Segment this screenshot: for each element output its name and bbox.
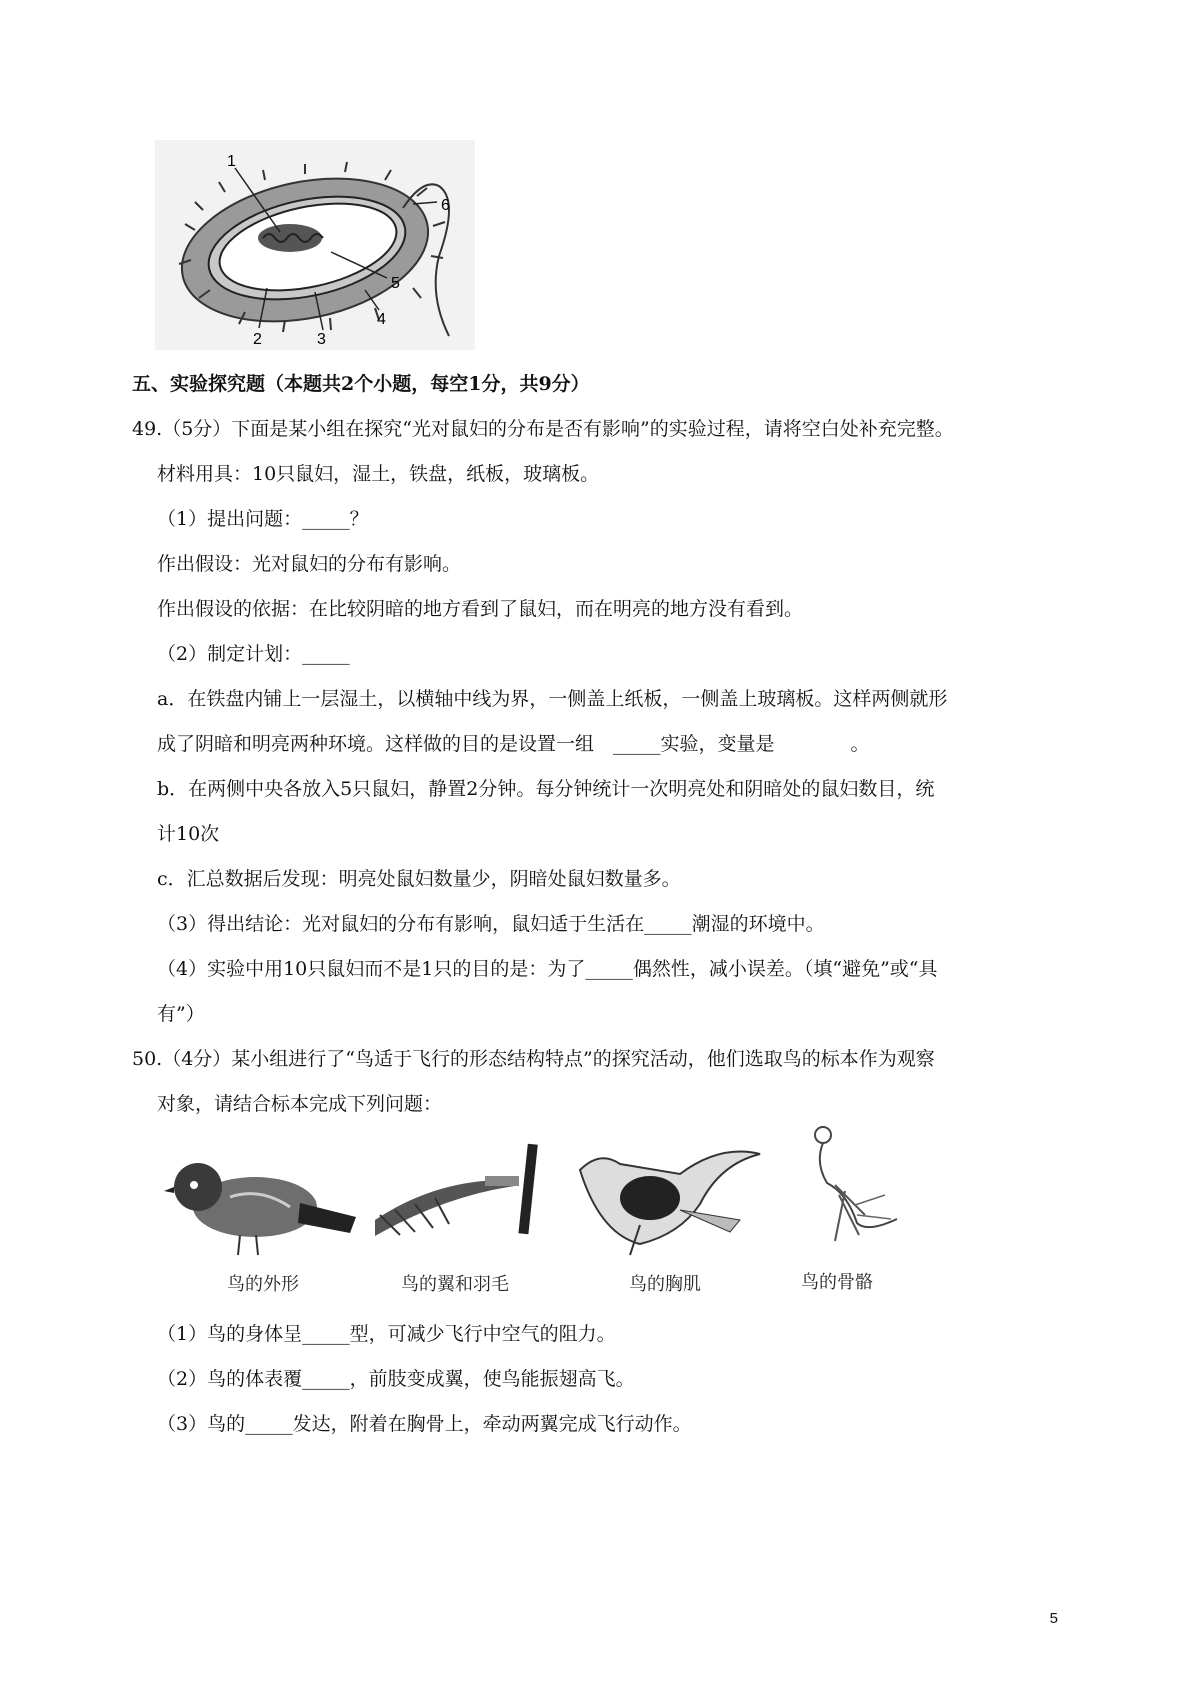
q49-step4-line2: 有”） (157, 1003, 205, 1025)
q49-a-line1: a．在铁盘内铺上一层湿土，以横轴中线为界，一侧盖上纸板，一侧盖上玻璃板。这样两侧就形 (157, 688, 948, 710)
bacteria-label-4: 4 (377, 311, 386, 328)
bacteria-label-1: 1 (227, 153, 236, 170)
q50-q2: （2）鸟的体表覆_____，前肢变成翼，使鸟能振翅高飞。 (157, 1368, 635, 1390)
bird-exterior-image (160, 1145, 360, 1260)
q49-step1: （1）提出问题：_____？ (157, 508, 369, 530)
bacteria-label-5: 5 (391, 275, 400, 292)
q49-a-line2: 成了阴暗和明亮两种环境。这样做的目的是设置一组 _____实验，变量是 。 (157, 733, 870, 755)
q49-hypothesis: 作出假设：光对鼠妇的分布有影响。 (157, 553, 462, 575)
bacteria-diagram (155, 140, 475, 350)
bird-wing-image (365, 1140, 550, 1255)
q49-b-line1: b．在两侧中央各放入5只鼠妇，静置2分钟。每分钟统计一次明亮处和阴暗处的鼠妇数目，统 (157, 778, 935, 800)
caption-bird-wing: 鸟的翼和羽毛 (401, 1274, 509, 1295)
section-title: 五、实验探究题（本题共2个小题，每空1分，共9分） (132, 373, 590, 395)
bacteria-label-6: 6 (441, 197, 450, 214)
q49-materials: 材料用具：10只鼠妇，湿土，铁盘，纸板，玻璃板。 (157, 463, 600, 485)
caption-bird-exterior: 鸟的外形 (227, 1274, 299, 1295)
caption-bird-skeleton: 鸟的骨骼 (801, 1272, 873, 1293)
page-number: 5 (1049, 1610, 1058, 1627)
q49-basis: 作出假设的依据：在比较阴暗的地方看到了鼠妇，而在明亮的地方没有看到。 (157, 598, 804, 620)
bacteria-label-2: 2 (253, 331, 262, 348)
q49-intro: 49.（5分）下面是某小组在探究“光对鼠妇的分布是否有影响”的实验过程，请将空白处补充完整。 (132, 418, 954, 440)
caption-bird-chest-muscle: 鸟的胸肌 (629, 1274, 701, 1295)
q49-c-line: c．汇总数据后发现：明亮处鼠妇数量少，阴暗处鼠妇数量多。 (157, 868, 681, 890)
q50-intro-line2: 对象，请结合标本完成下列问题： (157, 1093, 443, 1115)
bird-chest-muscle-image (570, 1130, 765, 1260)
q50-q1: （1）鸟的身体呈_____型，可减少飞行中空气的阻力。 (157, 1323, 616, 1345)
q49-b-line2: 计10次 (157, 823, 220, 845)
q50-q3: （3）鸟的_____发达，附着在胸骨上，牵动两翼完成飞行动作。 (157, 1413, 692, 1435)
q49-step4-line1: （4）实验中用10只鼠妇而不是1只的目的是：为了_____偶然性，减小误差。（填“避免”或“具 (157, 958, 938, 980)
bird-skeleton-image (795, 1125, 910, 1260)
q50-intro-line1: 50.（4分）某小组进行了“鸟适于飞行的形态结构特点”的探究活动，他们选取鸟的标本作为观察 (132, 1048, 935, 1070)
q49-step3: （3）得出结论：光对鼠妇的分布有影响，鼠妇适于生活在_____潮湿的环境中。 (157, 913, 825, 935)
bacteria-label-3: 3 (317, 331, 326, 348)
q49-step2: （2）制定计划：_____ (157, 643, 350, 665)
